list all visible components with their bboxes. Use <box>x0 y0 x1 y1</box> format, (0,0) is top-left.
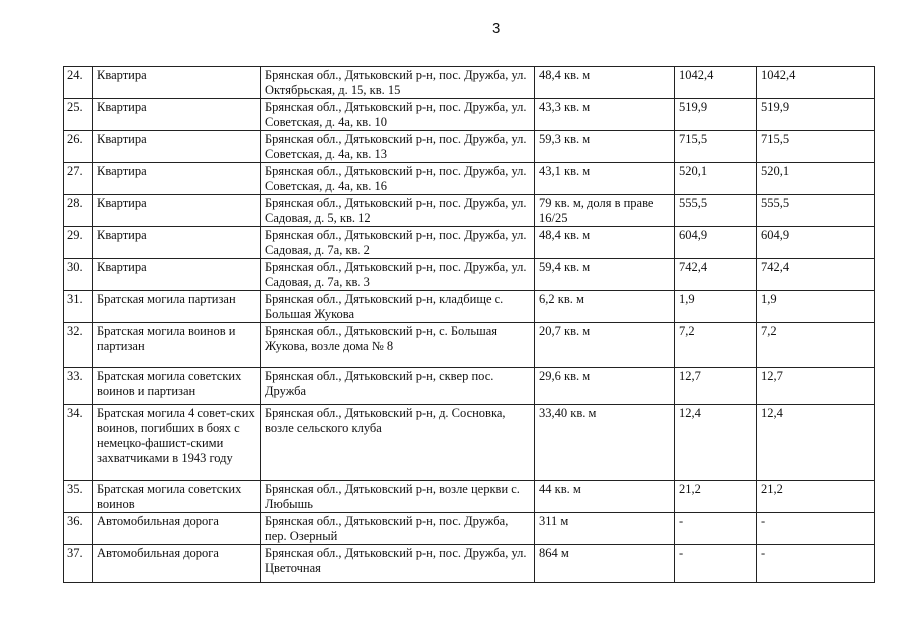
row-number: 27. <box>64 163 93 195</box>
table-row <box>64 227 875 259</box>
row-number: 30. <box>64 259 93 291</box>
value-cell: 742,4 <box>675 259 757 291</box>
value-cell: 520,1 <box>757 163 875 195</box>
value-cell: 12,4 <box>675 405 757 481</box>
row-number: 24. <box>64 67 93 99</box>
value-cell: 21,2 <box>757 481 875 513</box>
object-address: Брянская обл., Дятьковский р-н, пос. Дружба, ул. Садовая, д. 7а, кв. 3 <box>261 259 535 291</box>
object-name: Квартира <box>93 259 261 291</box>
table-row <box>64 405 875 481</box>
value-cell: 555,5 <box>757 195 875 227</box>
row-number: 28. <box>64 195 93 227</box>
property-table <box>63 66 875 583</box>
table-row <box>64 99 875 131</box>
object-name: Квартира <box>93 163 261 195</box>
object-area: 20,7 кв. м <box>535 323 675 368</box>
value-cell: 1,9 <box>757 291 875 323</box>
value-cell: 1042,4 <box>757 67 875 99</box>
row-number: 25. <box>64 99 93 131</box>
row-number: 33. <box>64 368 93 405</box>
value-cell: - <box>757 545 875 583</box>
row-number: 29. <box>64 227 93 259</box>
value-cell: 12,4 <box>757 405 875 481</box>
row-number: 35. <box>64 481 93 513</box>
object-address: Брянская обл., Дятьковский р-н, д. Сосновка, возле сельского клуба <box>261 405 535 481</box>
value-cell: 715,5 <box>675 131 757 163</box>
value-cell: 520,1 <box>675 163 757 195</box>
object-area: 311 м <box>535 513 675 545</box>
table-row <box>64 291 875 323</box>
object-address: Брянская обл., Дятьковский р-н, с. Большая Жукова, возле дома № 8 <box>261 323 535 368</box>
value-cell: 12,7 <box>757 368 875 405</box>
object-address: Брянская обл., Дятьковский р-н, пос. Дружба, ул. Советская, д. 4а, кв. 10 <box>261 99 535 131</box>
object-area: 6,2 кв. м <box>535 291 675 323</box>
object-address: Брянская обл., Дятьковский р-н, пос. Дружба, ул. Советская, д. 4а, кв. 13 <box>261 131 535 163</box>
object-name: Квартира <box>93 195 261 227</box>
object-area: 33,40 кв. м <box>535 405 675 481</box>
object-name: Квартира <box>93 131 261 163</box>
property-table-body <box>64 67 875 583</box>
value-cell: 7,2 <box>675 323 757 368</box>
value-cell: 1042,4 <box>675 67 757 99</box>
table-row <box>64 368 875 405</box>
object-address: Брянская обл., Дятьковский р-н, пос. Дружба, ул. Советская, д. 4а, кв. 16 <box>261 163 535 195</box>
row-number: 26. <box>64 131 93 163</box>
object-address: Брянская обл., Дятьковский р-н, пос. Дружба, ул. Садовая, д. 5, кв. 12 <box>261 195 535 227</box>
row-number: 37. <box>64 545 93 583</box>
object-area: 48,4 кв. м <box>535 67 675 99</box>
value-cell: 519,9 <box>757 99 875 131</box>
object-address: Брянская обл., Дятьковский р-н, пос. Дружба, ул. Октябрьская, д. 15, кв. 15 <box>261 67 535 99</box>
object-area: 59,4 кв. м <box>535 259 675 291</box>
object-name: Братская могила партизан <box>93 291 261 323</box>
value-cell: - <box>675 513 757 545</box>
object-address: Брянская обл., Дятьковский р-н, возле церкви с. Любышь <box>261 481 535 513</box>
object-address: Брянская обл., Дятьковский р-н, сквер пос. Дружба <box>261 368 535 405</box>
object-name: Братская могила советских воинов <box>93 481 261 513</box>
row-number: 32. <box>64 323 93 368</box>
table-row <box>64 259 875 291</box>
value-cell: 742,4 <box>757 259 875 291</box>
object-name: Квартира <box>93 67 261 99</box>
object-area: 29,6 кв. м <box>535 368 675 405</box>
table-row <box>64 323 875 368</box>
object-area: 59,3 кв. м <box>535 131 675 163</box>
value-cell: 555,5 <box>675 195 757 227</box>
row-number: 36. <box>64 513 93 545</box>
value-cell: 1,9 <box>675 291 757 323</box>
object-area: 864 м <box>535 545 675 583</box>
value-cell: - <box>675 545 757 583</box>
object-area: 79 кв. м, доля в праве 16/25 <box>535 195 675 227</box>
object-area: 44 кв. м <box>535 481 675 513</box>
object-area: 48,4 кв. м <box>535 227 675 259</box>
page-number: 3 <box>492 20 501 37</box>
table-row <box>64 195 875 227</box>
object-name: Квартира <box>93 99 261 131</box>
table-row <box>64 481 875 513</box>
object-address: Брянская обл., Дятьковский р-н, пос. Дружба, ул. Садовая, д. 7а, кв. 2 <box>261 227 535 259</box>
object-name: Братская могила 4 совет-ских воинов, погибших в боях с немецко-фашист-скими захватчиками в 1943 году <box>93 405 261 481</box>
object-area: 43,3 кв. м <box>535 99 675 131</box>
value-cell: 604,9 <box>757 227 875 259</box>
table-row <box>64 131 875 163</box>
object-name: Братская могила воинов и партизан <box>93 323 261 368</box>
value-cell: - <box>757 513 875 545</box>
object-address: Брянская обл., Дятьковский р-н, пос. Дружба, ул. Цветочная <box>261 545 535 583</box>
row-number: 31. <box>64 291 93 323</box>
table-row <box>64 67 875 99</box>
object-name: Автомобильная дорога <box>93 545 261 583</box>
value-cell: 604,9 <box>675 227 757 259</box>
value-cell: 12,7 <box>675 368 757 405</box>
value-cell: 715,5 <box>757 131 875 163</box>
value-cell: 7,2 <box>757 323 875 368</box>
object-name: Автомобильная дорога <box>93 513 261 545</box>
row-number: 34. <box>64 405 93 481</box>
object-name: Братская могила советских воинов и партизан <box>93 368 261 405</box>
object-name: Квартира <box>93 227 261 259</box>
object-address: Брянская обл., Дятьковский р-н, пос. Дружба, пер. Озерный <box>261 513 535 545</box>
table-row <box>64 545 875 583</box>
object-area: 43,1 кв. м <box>535 163 675 195</box>
object-address: Брянская обл., Дятьковский р-н, кладбище с. Большая Жукова <box>261 291 535 323</box>
value-cell: 519,9 <box>675 99 757 131</box>
value-cell: 21,2 <box>675 481 757 513</box>
table-row <box>64 163 875 195</box>
table-row <box>64 513 875 545</box>
